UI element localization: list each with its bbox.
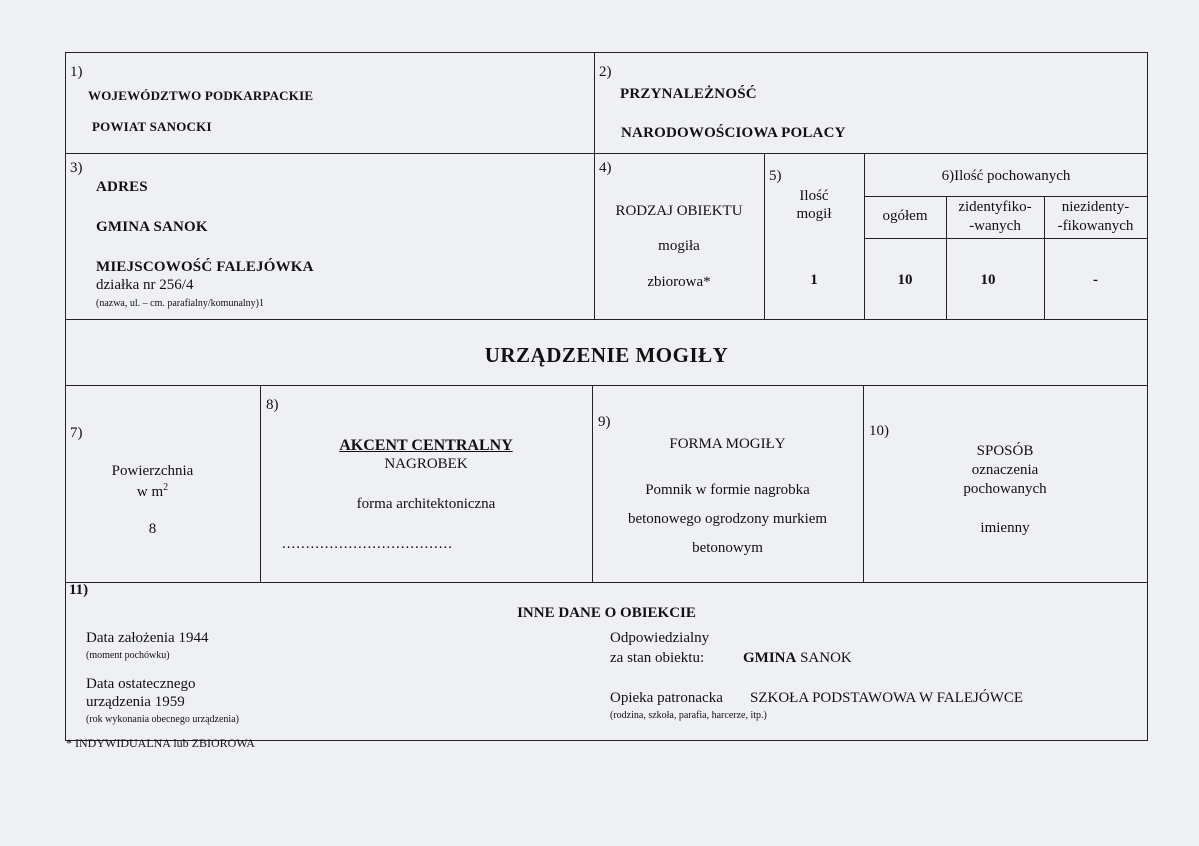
pochowanych-header: 6)Ilość pochowanych [941,168,1071,184]
forma-label: FORMA MOGIŁY [669,436,786,452]
sposob-line-1: SPOSÓB [976,443,1034,459]
rodzaj-value-2: zbiorowa* [647,274,711,290]
dotted-line: .................................... [282,536,453,552]
ilosc-label-1: Ilość [799,188,829,204]
powierzchnia-unit [65,482,240,501]
field-number: 8) [266,397,279,413]
narodowosc-value: NARODOWOŚCIOWA POLACY [621,125,846,141]
col-niezidentyfikowanych-1: niezidenty- [1061,199,1130,215]
field-number: 11) [69,582,89,598]
unit-text: w m [136,484,164,500]
niezidentyfikowanych-value: - [1093,272,1098,288]
forma-line-1: Pomnik w formie nagrobka [645,482,810,498]
odpowiedzialny-label-2: za stan obiektu: [610,650,705,666]
col-zidentyfikowanych-2: -wanych [969,218,1021,234]
data-zalozenia-hint: (moment pochówku) [86,650,170,661]
odpowiedzialny-sanok: SANOK [800,650,852,666]
ilosc-label-2: mogił [796,206,832,222]
przynaleznosc-label: PRZYNALEŻNOŚĆ [620,86,757,102]
forma-line-3: betonowym [692,540,763,556]
miejscowosc-value: MIEJSCOWOŚĆ FALEJÓWKA [96,259,314,275]
zidentyfikowanych-value: 10 [980,272,996,288]
opieka-hint: (rodzina, szkoła, parafia, harcerze, itp.) [610,710,767,721]
field-number: 3) [70,160,83,176]
section-title: URZĄDZENIE MOGIŁY [484,343,729,367]
rodzaj-label: RODZAJ OBIEKTU [615,203,743,219]
akcent-value: NAGROBEK [384,456,468,472]
wojewodztwo-label: WOJEWÓDZTWO PODKARPACKIE [88,88,314,103]
sposob-value: imienny [980,520,1030,536]
field-number: 9) [598,414,611,430]
odpowiedzialny-value [743,650,852,667]
inne-dane-title: INNE DANE O OBIEKCIE [517,605,696,621]
forma-architektoniczna: forma architektoniczna [356,496,496,512]
powiat-label: POWIAT SANOCKI [92,119,212,134]
sposob-line-2: oznaczenia [971,462,1039,478]
forma-line-2: betonowego ogrodzony murkiem [627,511,828,527]
powierzchnia-value: 8 [148,521,157,537]
dzialka-value: działka nr 256/4 [96,277,194,293]
data-zalozenia: Data założenia 1944 [86,630,209,646]
rodzaj-value-1: mogiła [658,238,700,254]
odpowiedzialny-label-1: Odpowiedzialny [610,630,710,646]
data-urzadzenia-hint: (rok wykonania obecnego urządzenia) [86,714,239,725]
data-urzadzenia-2: urządzenia 1959 [86,694,185,710]
powierzchnia-label: Powierzchnia [111,463,194,479]
gmina-value: GMINA SANOK [96,219,208,235]
footnote: * INDYWIDUALNA lub ZBIOROWA [66,736,255,750]
field-number: 2) [599,64,612,80]
col-niezidentyfikowanych-2: -fikowanych [1057,218,1134,234]
ogolem-value: 10 [897,272,913,288]
adres-hint: (nazwa, ul. – cm. parafialny/komunalny)1 [96,298,264,309]
ilosc-mogil-value: 1 [810,272,818,288]
adres-label: ADRES [96,179,148,195]
field-number: 4) [599,160,612,176]
opieka-label: Opieka patronacka [610,690,723,706]
sposob-line-3: pochowanych [963,481,1047,497]
akcent-label: AKCENT CENTRALNY [339,437,513,454]
col-zidentyfikowanych-1: zidentyfiko- [958,199,1032,215]
field-number: 10) [869,423,889,439]
data-urzadzenia-1: Data ostatecznego [86,676,196,692]
unit-sup: 2 [163,482,169,493]
field-number: 5) [769,168,782,184]
col-ogolem: ogółem [882,208,928,224]
field-number: 1) [70,64,83,80]
field-number: 7) [70,425,83,441]
opieka-value: SZKOŁA PODSTAWOWA W FALEJÓWCE [750,690,1024,706]
odpowiedzialny-gmina: GMINA [743,650,797,666]
